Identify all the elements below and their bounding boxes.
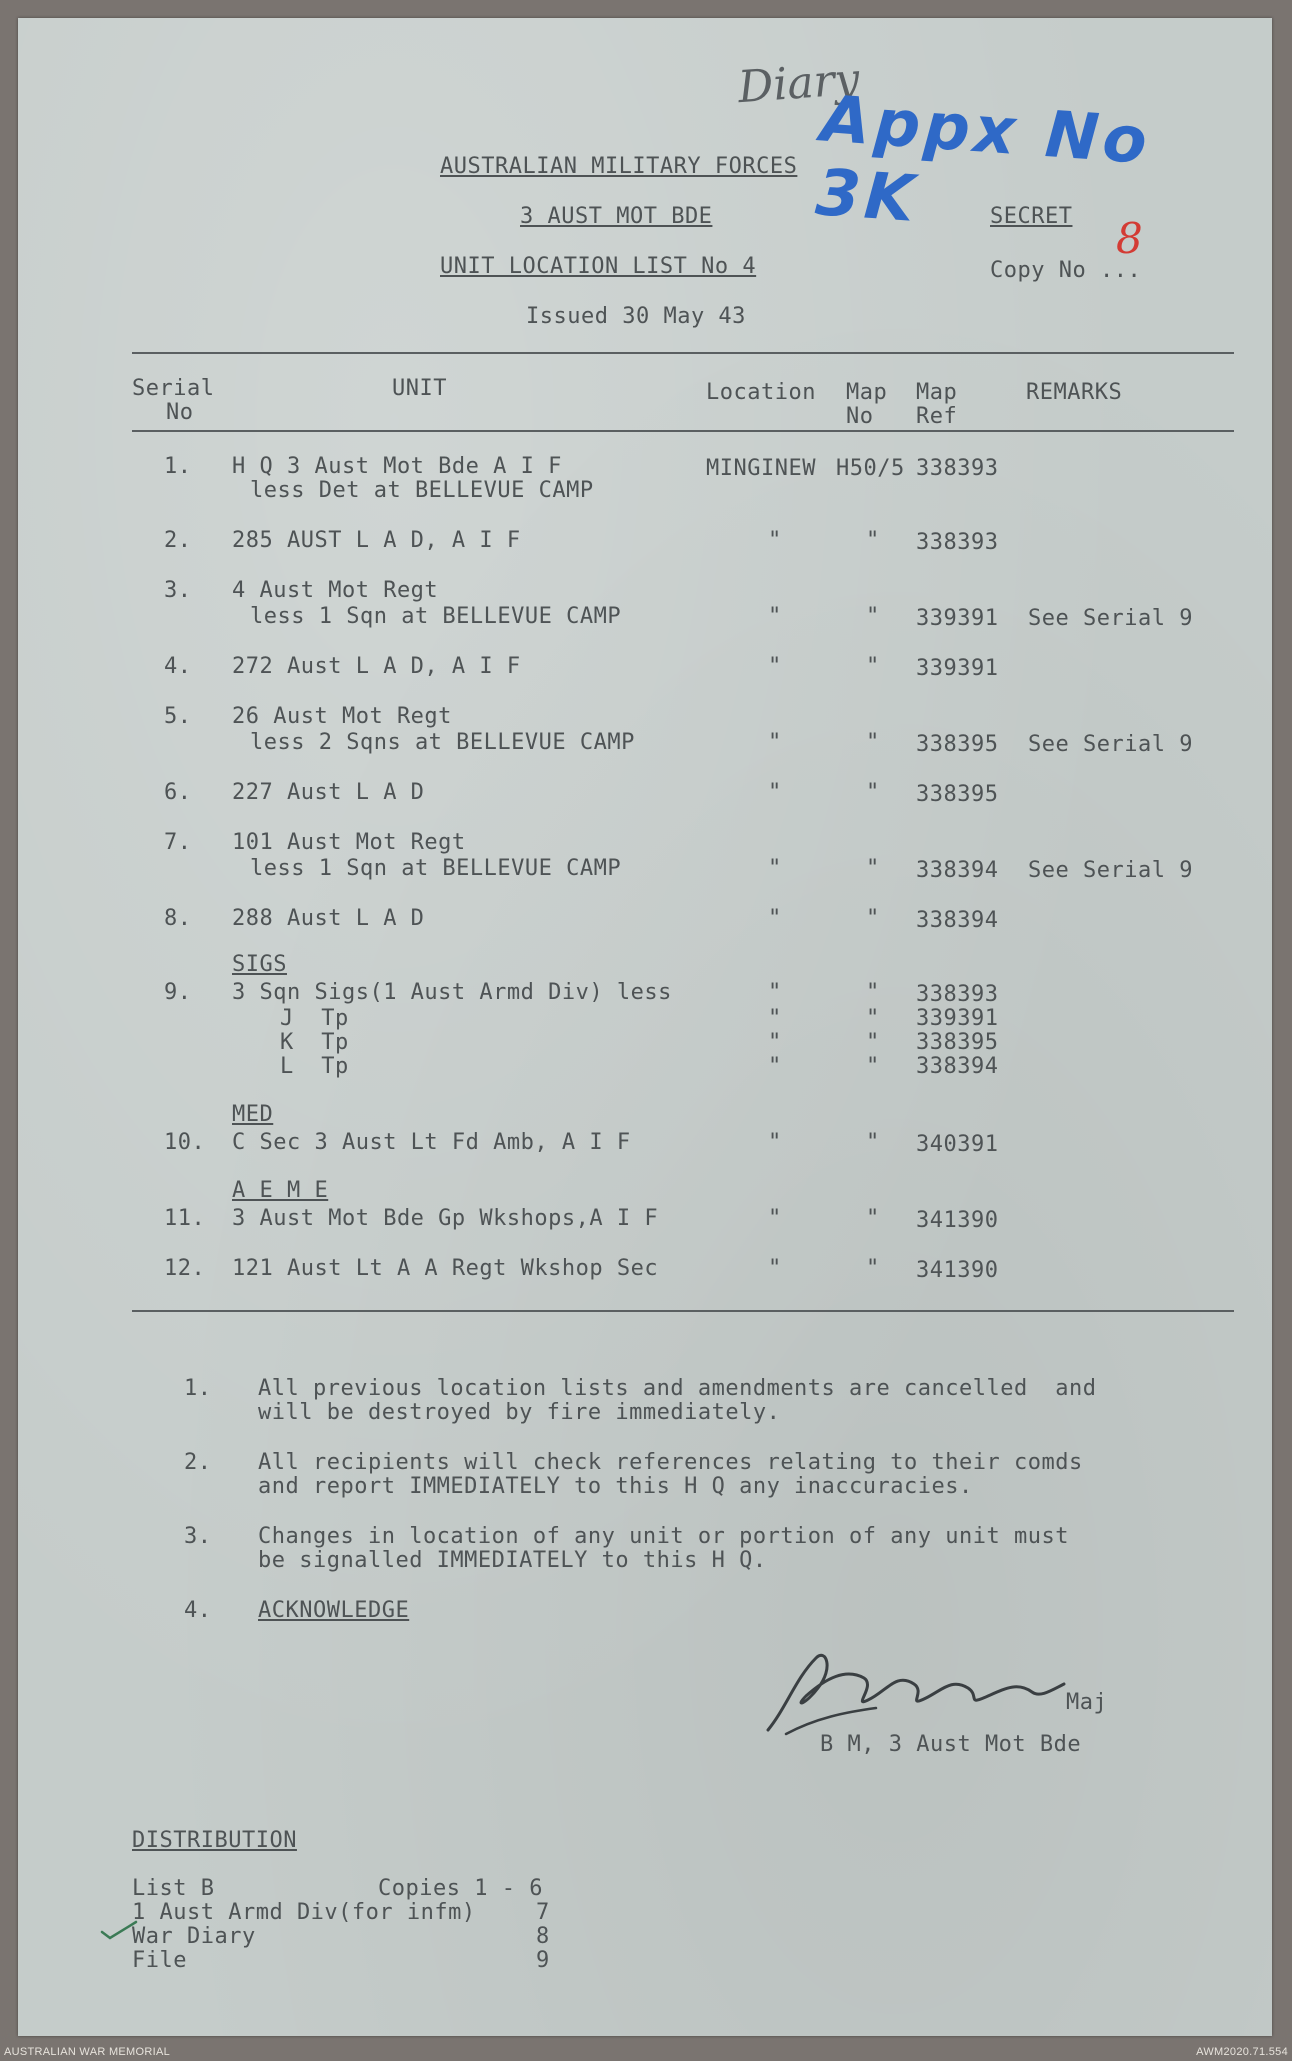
row-map-ref: 341390 — [916, 1208, 999, 1233]
row-unit: H Q 3 Aust Mot Bde A I F — [232, 454, 562, 479]
row-remarks: See Serial 9 — [1028, 732, 1193, 757]
row-map-no: " — [866, 528, 880, 553]
rule-top — [132, 352, 1234, 354]
row-map-ref: 338393 — [916, 456, 999, 481]
row-serial: 1. — [164, 454, 192, 479]
row-serial: 12. — [164, 1256, 206, 1281]
distribution-copies: 9 — [536, 1948, 550, 1973]
col-remarks: REMARKS — [1026, 380, 1123, 405]
col-map-ref: Map — [916, 380, 958, 405]
rule-bottom — [132, 1310, 1234, 1312]
row-location: " — [768, 654, 782, 679]
row-map-ref: 338393 — [916, 530, 999, 555]
row-map-ref: 339391 — [916, 606, 999, 631]
sigs-sub-map-ref: 338395 — [916, 1030, 999, 1055]
blue-ink-annotation: Appx No 3K — [813, 82, 1154, 238]
row-map-ref: 340391 — [916, 1132, 999, 1157]
row-map-no: " — [866, 654, 880, 679]
note-number: 1. — [184, 1376, 212, 1401]
col-serial: Serial — [132, 376, 215, 401]
note-acknowledge: ACKNOWLEDGE — [258, 1598, 410, 1623]
classification: SECRET — [990, 204, 1073, 229]
distribution-copies: 8 — [536, 1924, 550, 1949]
note-line: and report IMMEDIATELY to this H Q any inaccuracies. — [258, 1474, 973, 1499]
col-serial-no: No — [166, 400, 194, 425]
row-unit-line2: less Det at BELLEVUE CAMP — [250, 478, 594, 503]
distribution-label: File — [132, 1948, 187, 1973]
row-serial: 11. — [164, 1206, 206, 1231]
document-title: UNIT LOCATION LIST No 4 — [440, 254, 757, 279]
row-map-ref: 338394 — [916, 908, 999, 933]
sigs-sub-map-ref: 339391 — [916, 1006, 999, 1031]
row-location: " — [768, 528, 782, 553]
note-number: 4. — [184, 1598, 212, 1623]
row-map-ref: 338395 — [916, 732, 999, 757]
row-unit: 101 Aust Mot Regt — [232, 830, 466, 855]
row-location: MINGINEW — [706, 456, 816, 481]
distribution-label: List B — [132, 1876, 215, 1901]
note-line: All recipients will check references relating to their comds — [258, 1450, 1083, 1475]
row-map-no: " — [866, 1256, 880, 1281]
col-location: Location — [706, 380, 816, 405]
row-location: " — [768, 780, 782, 805]
med-heading: MED — [232, 1102, 274, 1127]
row-serial: 8. — [164, 906, 192, 931]
row-map-no: " — [866, 1130, 880, 1155]
note-line: Changes in location of any unit or portion of any unit must — [258, 1524, 1069, 1549]
sigs-sub-label: J Tp — [280, 1006, 349, 1031]
aeme-heading: A E M E — [232, 1178, 329, 1203]
copy-label: Copy No ... — [990, 258, 1142, 283]
row-map-ref: 338394 — [916, 858, 999, 883]
row-location: " — [768, 856, 782, 881]
col-map-no: Map — [846, 380, 888, 405]
row-unit: 121 Aust Lt A A Regt Wkshop Sec — [232, 1256, 659, 1281]
row-serial: 10. — [164, 1130, 206, 1155]
row-map-ref: 339391 — [916, 656, 999, 681]
org-heading: AUSTRALIAN MILITARY FORCES — [440, 154, 798, 179]
row-map-no: " — [866, 780, 880, 805]
row-map-no: " — [866, 980, 880, 1005]
rule-header — [132, 430, 1234, 432]
distribution-copies: 7 — [536, 1900, 550, 1925]
row-serial: 5. — [164, 704, 192, 729]
row-map-no: H50/5 — [836, 456, 905, 481]
row-serial: 7. — [164, 830, 192, 855]
sigs-heading: SIGS — [232, 952, 287, 977]
distribution-label: 1 Aust Armd Div(for infm) — [132, 1900, 476, 1925]
sigs-sub-map-no: " — [866, 1054, 880, 1079]
sigs-sub-map-ref: 338394 — [916, 1054, 999, 1079]
row-serial: 9. — [164, 980, 192, 1005]
distribution-heading: DISTRIBUTION — [132, 1828, 297, 1853]
row-remarks: See Serial 9 — [1028, 858, 1193, 883]
row-serial: 4. — [164, 654, 192, 679]
pencil-annotation: Diary — [736, 53, 862, 114]
row-serial: 6. — [164, 780, 192, 805]
row-location: " — [768, 1206, 782, 1231]
note-number: 2. — [184, 1450, 212, 1475]
row-map-no: " — [866, 1206, 880, 1231]
sigs-sub-location: " — [768, 1006, 782, 1031]
row-unit: 288 Aust L A D — [232, 906, 425, 931]
col-map-no-2: No — [846, 404, 874, 429]
row-unit: 227 Aust L A D — [232, 780, 425, 805]
sigs-sub-map-no: " — [866, 1030, 880, 1055]
row-location: " — [768, 1130, 782, 1155]
row-location: " — [768, 906, 782, 931]
sigs-sub-location: " — [768, 1030, 782, 1055]
sigs-sub-map-no: " — [866, 1006, 880, 1031]
row-unit: 3 Aust Mot Bde Gp Wkshops,A I F — [232, 1206, 659, 1231]
sigs-sub-label: K Tp — [280, 1030, 349, 1055]
formation-heading: 3 AUST MOT BDE — [520, 204, 713, 229]
archive-credit: AUSTRALIAN WAR MEMORIAL — [4, 2046, 171, 2058]
row-remarks: See Serial 9 — [1028, 606, 1193, 631]
row-map-no: " — [866, 730, 880, 755]
note-line: will be destroyed by fire immediately. — [258, 1400, 781, 1425]
row-map-ref: 338393 — [916, 982, 999, 1007]
row-map-no: " — [866, 906, 880, 931]
note-line: be signalled IMMEDIATELY to this H Q. — [258, 1548, 767, 1573]
row-unit-line2: less 1 Sqn at BELLEVUE CAMP — [250, 856, 622, 881]
green-tick-mark — [100, 1918, 140, 1942]
row-map-no: " — [866, 604, 880, 629]
row-serial: 2. — [164, 528, 192, 553]
row-unit: 285 AUST L A D, A I F — [232, 528, 521, 553]
sigs-sub-location: " — [768, 1054, 782, 1079]
sigs-sub-label: L Tp — [280, 1054, 349, 1079]
note-number: 3. — [184, 1524, 212, 1549]
row-unit: 3 Sqn Sigs(1 Aust Armd Div) less — [232, 980, 672, 1005]
row-unit: 4 Aust Mot Regt — [232, 578, 439, 603]
row-unit: 272 Aust L A D, A I F — [232, 654, 521, 679]
col-map-ref-2: Ref — [916, 404, 958, 429]
row-location: " — [768, 604, 782, 629]
row-unit: 26 Aust Mot Regt — [232, 704, 452, 729]
row-map-ref: 341390 — [916, 1258, 999, 1283]
signatory-rank: Maj — [1066, 1690, 1108, 1715]
signatory-appointment: B M, 3 Aust Mot Bde — [820, 1732, 1082, 1757]
distribution-label: War Diary — [132, 1924, 256, 1949]
row-map-no: " — [866, 856, 880, 881]
col-unit: UNIT — [392, 376, 447, 401]
distribution-copies: Copies 1 - 6 — [378, 1876, 543, 1901]
document-page — [18, 18, 1272, 2036]
row-unit: C Sec 3 Aust Lt Fd Amb, A I F — [232, 1130, 631, 1155]
row-location: " — [768, 1256, 782, 1281]
note-line: All previous location lists and amendments are cancelled and — [258, 1376, 1097, 1401]
row-location: " — [768, 980, 782, 1005]
row-location: " — [768, 730, 782, 755]
issued-date: Issued 30 May 43 — [526, 304, 746, 329]
row-serial: 3. — [164, 578, 192, 603]
archive-reference: AWM2020.71.554 — [1196, 2046, 1288, 2058]
row-unit-line2: less 1 Sqn at BELLEVUE CAMP — [250, 604, 622, 629]
row-unit-line2: less 2 Sqns at BELLEVUE CAMP — [250, 730, 635, 755]
copy-number-annotation: 8 — [1116, 214, 1143, 263]
row-map-ref: 338395 — [916, 782, 999, 807]
